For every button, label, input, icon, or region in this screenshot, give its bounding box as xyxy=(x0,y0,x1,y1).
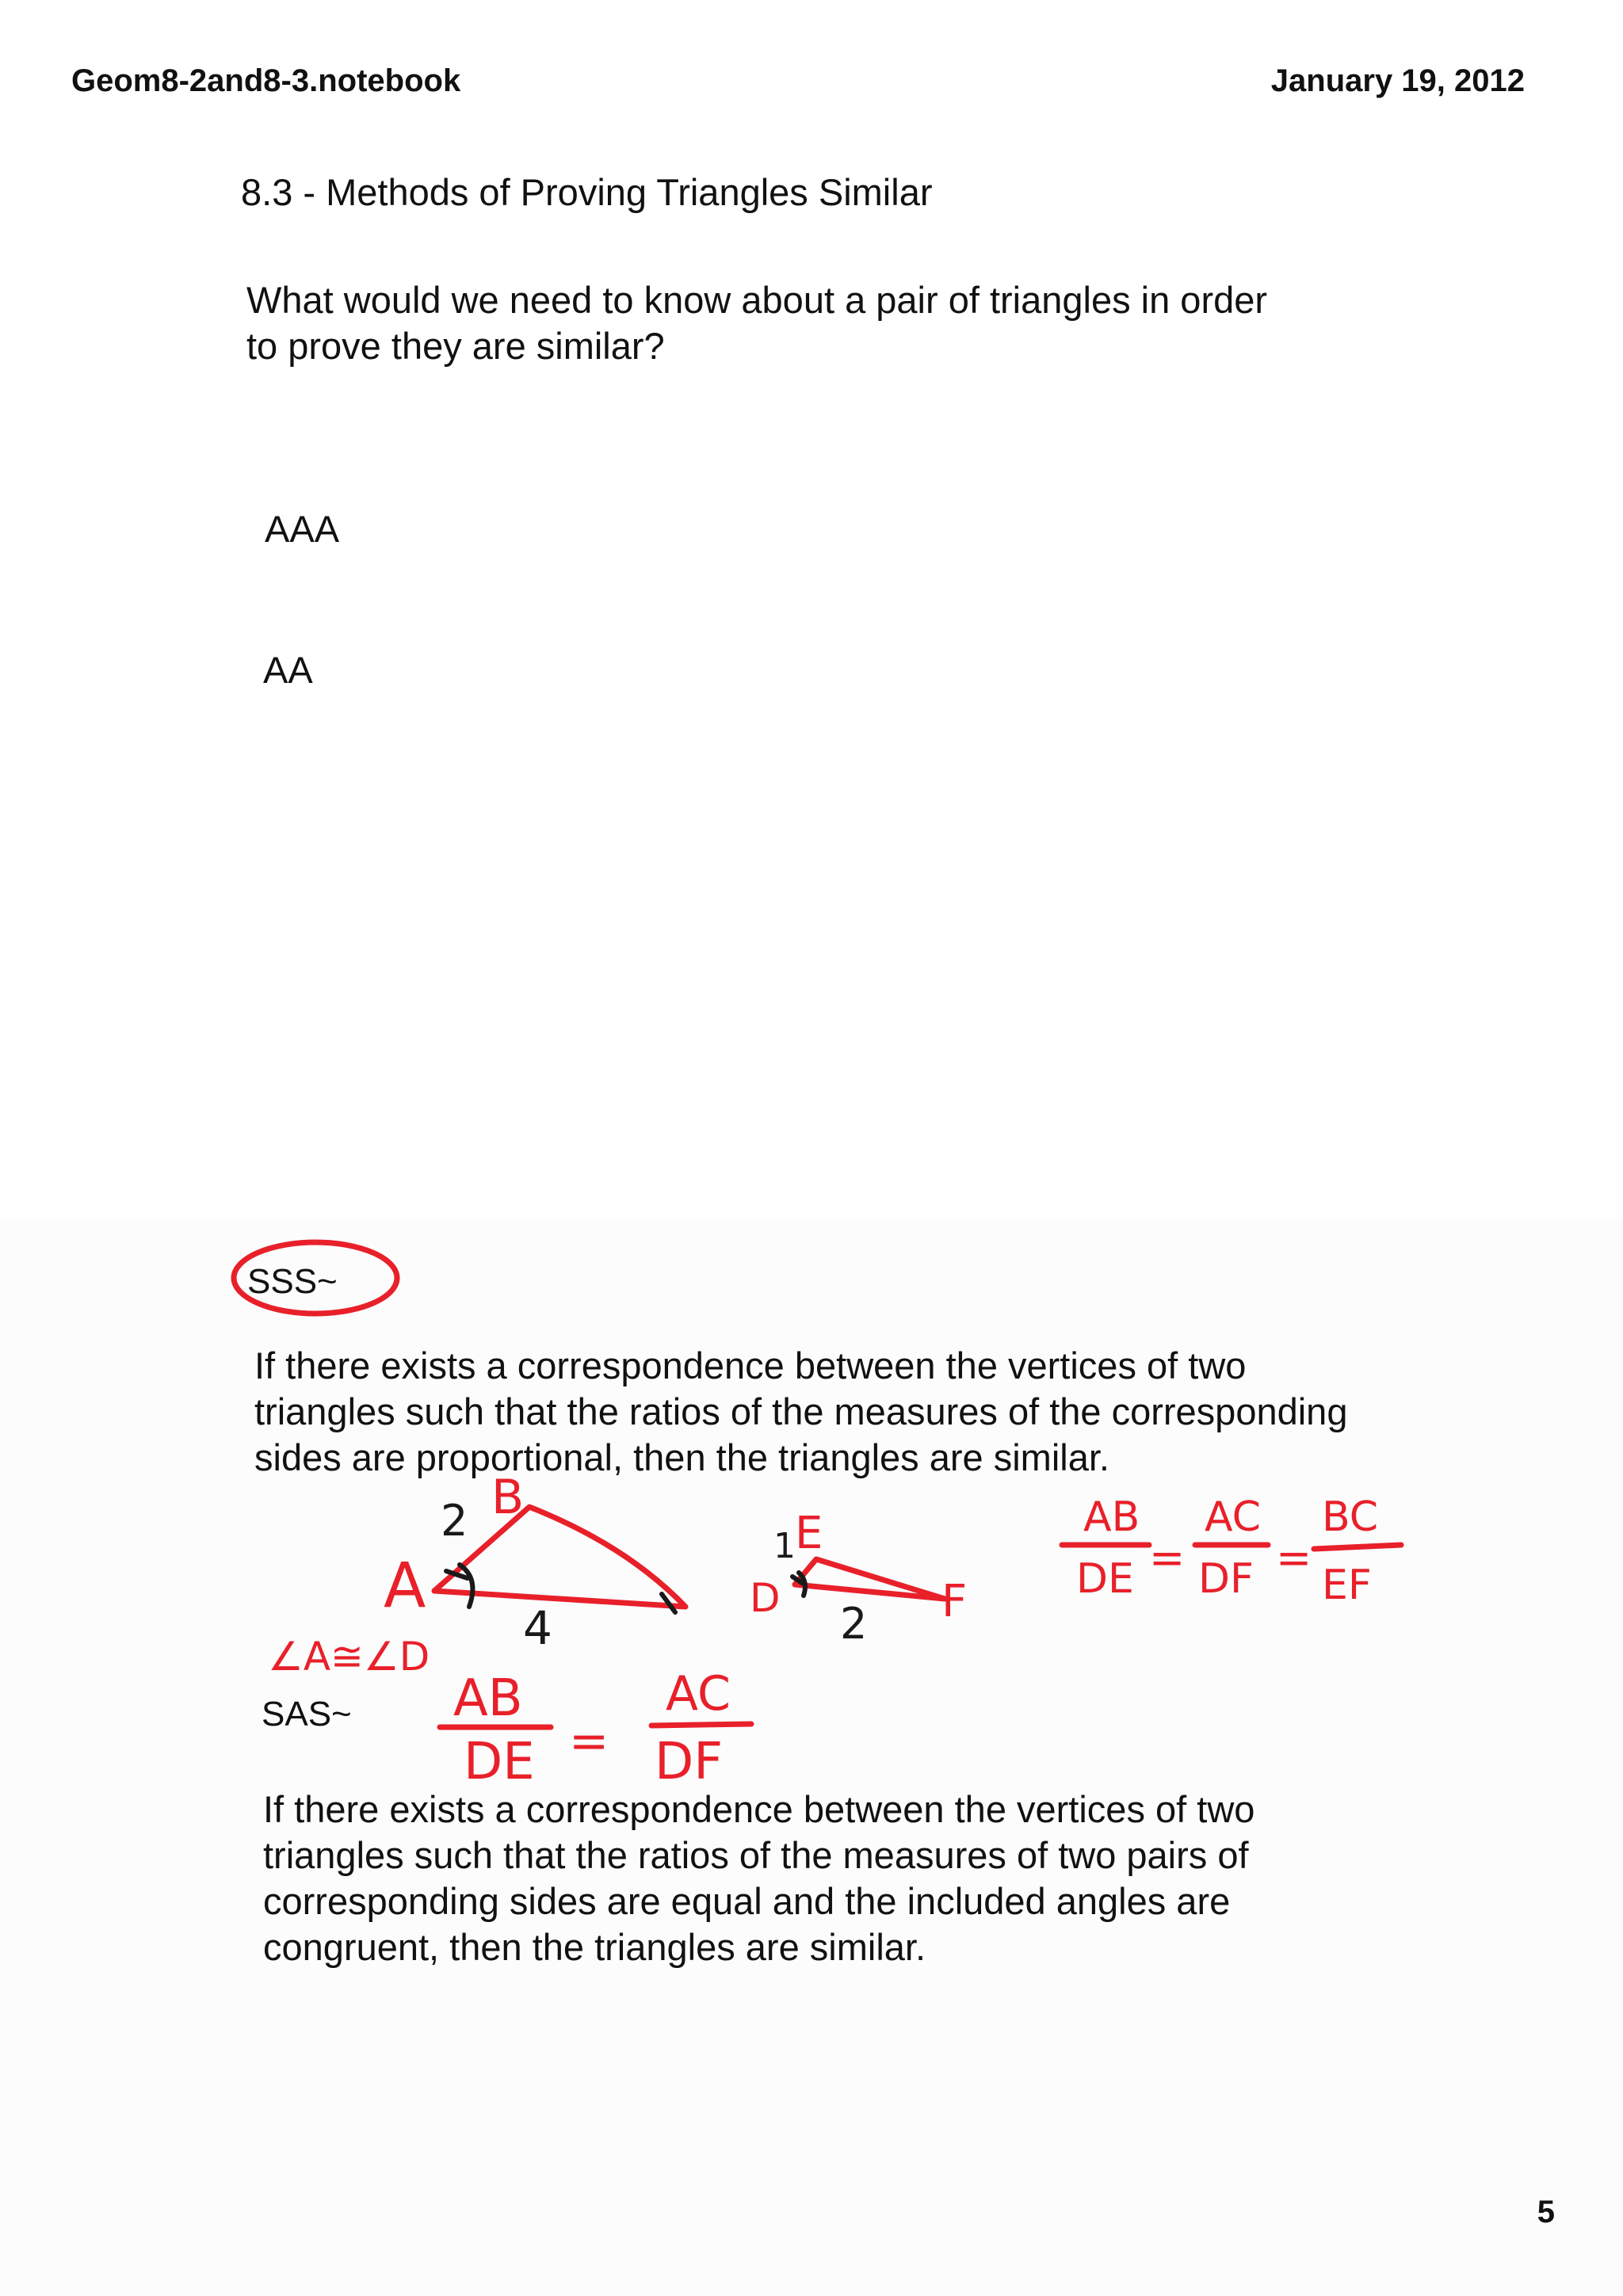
sas-equals: = xyxy=(569,1714,609,1769)
sas-definition: If there exists a correspondence between the vertices of two triangles such that the ratios of the measures of two pairs of corresponding sides are equal and the included angles are congruent, then the triangles are similar. xyxy=(263,1788,1255,1968)
sas-ratio2-bar xyxy=(651,1724,751,1726)
aa-label: AA xyxy=(263,649,313,691)
sss-circle-mark xyxy=(234,1242,397,1314)
vertex-e-label: E xyxy=(795,1508,823,1559)
sas-ratio2-denominator: DF xyxy=(655,1733,724,1791)
side-df-length: 2 xyxy=(840,1599,868,1649)
triangle-def xyxy=(795,1559,945,1599)
page-title: 8.3 - Methods of Proving Triangles Similar xyxy=(241,171,933,213)
vertex-a-label: A xyxy=(384,1550,426,1622)
sss-equals-2: = xyxy=(1276,1533,1312,1583)
side-ac-length: 4 xyxy=(523,1601,552,1655)
sss-ratio3-bar xyxy=(1314,1545,1401,1549)
side-de-length: 1 xyxy=(773,1526,796,1566)
sss-ratio1-numerator: AB xyxy=(1083,1493,1140,1541)
sss-label: SSS~ xyxy=(247,1262,338,1301)
sss-ratio3-numerator: BC xyxy=(1322,1493,1379,1541)
sas-ratio1-denominator: DE xyxy=(464,1733,535,1791)
sas-ratio1-numerator: AB xyxy=(453,1669,523,1728)
aaa-label: AAA xyxy=(265,508,340,550)
sss-definition: If there exists a correspondence between the vertices of two triangles such that the ratios of the measures of the corresponding sides are proportional, then the triangles are similar. xyxy=(254,1344,1348,1478)
angle-a-arc xyxy=(460,1565,472,1607)
angle-congruence-note: ∠A≅∠D xyxy=(268,1634,430,1680)
page-date: January 19, 2012 xyxy=(1270,63,1525,98)
vertex-d-label: D xyxy=(750,1575,781,1621)
sss-ratio1-denominator: DE xyxy=(1076,1555,1134,1603)
sss-equals-1: = xyxy=(1149,1533,1186,1583)
vertex-f-label: F xyxy=(941,1576,968,1627)
page-number: 5 xyxy=(1537,2195,1555,2229)
sas-label: SAS~ xyxy=(262,1695,352,1733)
sss-ratio3-denominator: EF xyxy=(1322,1562,1372,1609)
side-ab-length: 2 xyxy=(441,1496,468,1546)
sss-ratio2-denominator: DF xyxy=(1198,1555,1254,1603)
question-text: What would we need to know about a pair of triangles in order to prove they are similar? xyxy=(246,279,1268,367)
sas-ratio2-numerator: AC xyxy=(666,1666,731,1722)
vertex-b-label: B xyxy=(491,1470,525,1525)
sss-ratio2-numerator: AC xyxy=(1205,1493,1261,1541)
notebook-filename: Geom8-2and8-3.notebook xyxy=(71,63,461,98)
